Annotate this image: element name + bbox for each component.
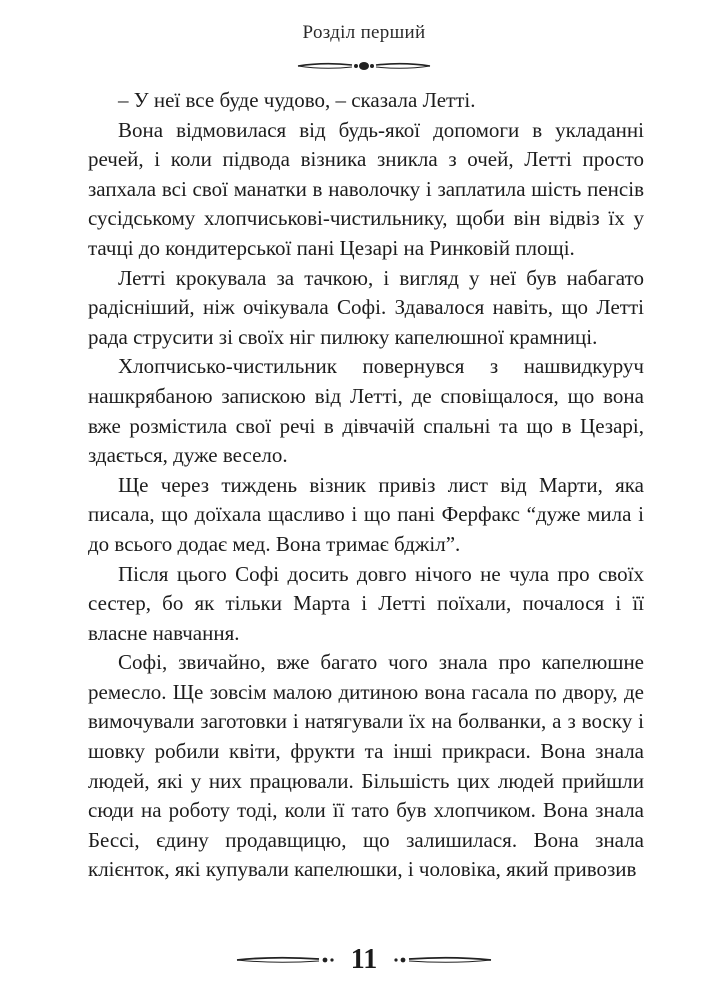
paragraph: Летті крокувала за тачкою, і вигляд у неї був набагато радісніший, ніж очікувала Софі. Здавалося навіть, що Летті рада струсити зі своїх ніг пилюку капелюшної крамниці. [88, 265, 644, 349]
footer-ornament-right [393, 952, 493, 968]
chapter-title: Розділ перший [302, 22, 426, 43]
paragraph: Хлопчисько-чистильник повернувся з нашвидкуруч нашкрябаною запискою від Летті, де сповіщалося, що вона вже розмістила свої речі в дівчачій спальні та що в Цезарі, здається, дуже весело. [88, 354, 644, 468]
paragraph: Софі, звичайно, вже багато чого знала про капелюшне ремесло. Ще зовсім малою дитиною вона гасала по двору, де вимочували заготовки і натягували їх на болванки, а з воску і шовку робили квіти, фрукти та інші прикраси. Вона знала людей, які у них працювали. Більшість цих людей прийшли сюди на роботу тоді, коли її тато був хлопчиком. Вона знала Бессі, єдину продавщицю, що залишилася. Вона знала клієнток, які купували капелюшки, і чоловіка, який привозив [88, 650, 644, 882]
paragraph: – У неї все буде чудово, – сказала Летті. [118, 88, 476, 112]
page-number: 11 [350, 944, 378, 975]
header-ornament [0, 56, 728, 76]
body-text [88, 86, 644, 885]
page-footer [0, 940, 728, 980]
paragraph: Ще через тиждень візник привіз лист від Марти, яка писала, що доїхала щасливо і що пані Ферфакс “дуже мила і до всього додає мед. Вона тримає бджіл”. [88, 472, 644, 556]
paragraph: Вона відмовилася від будь-якої допомоги в укладанні речей, і коли підвода візника зникла з очей, Летті просто запхала всі свої манатки в наволочку і заплатила шість пенсів сусідському хлопчиськові-чистильнику, щоби він відвіз їх у тачці до кондитерської пані Цезарі на Ринковій площі. [88, 117, 644, 260]
paragraph: Після цього Софі досить довго нічого не чула про своїх сестер, бо як тільки Марта і Летті поїхали, почалося і її власне навчання. [88, 561, 644, 645]
footer-ornament-left [235, 952, 335, 968]
